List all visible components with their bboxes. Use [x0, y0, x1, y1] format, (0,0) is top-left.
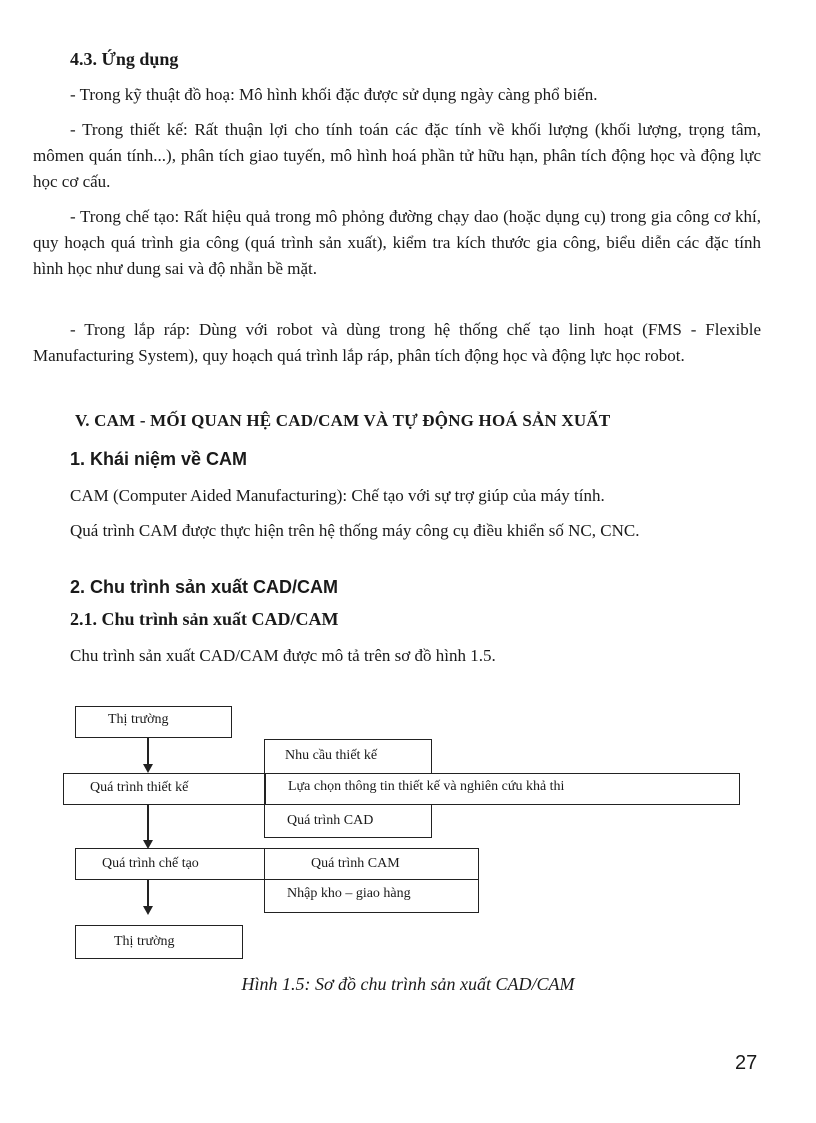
box-warehouse-delivery: Nhập kho – giao hàng — [264, 879, 479, 913]
paragraph-design: - Trong thiết kế: Rất thuận lợi cho tính toán các đặc tính về khối lượng (khối lượng, trọng tâm, mômen quán tính...), phân tích giao tuyến, mô hình hoá phần tử hữu hạn, phân tích động học và động lực học cơ cấu. — [33, 120, 761, 191]
arrow-down-icon — [143, 764, 153, 773]
paragraph-cam-process: Quá trình CAM được thực hiện trên hệ thống máy công cụ điều khiển số NC, CNC. — [70, 521, 640, 540]
paragraph-manufacturing: - Trong chế tạo: Rất hiệu quả trong mô phỏng đường chạy dao (hoặc dụng cụ) trong gia công cơ khí, quy hoạch quá trình gia công (quá trình sản xuất), kiểm tra kích thước gia công, biểu diễn các đặc tính hình học như dung sai và độ nhẵn bề mặt. — [33, 207, 761, 278]
heading-cam-concept: 1. Khái niệm về CAM — [70, 449, 248, 469]
connector-line-1 — [147, 738, 149, 764]
box-selection: Lựa chọn thông tin thiết kế và nghiên cứu khả thi — [266, 775, 736, 803]
subheading-2-1: 2.1. Chu trình sản xuất CAD/CAM — [70, 609, 339, 629]
box-market-bottom: Thị trường — [75, 925, 243, 959]
box-cad-process: Quá trình CAD — [264, 804, 432, 838]
page-number: 27 — [735, 1052, 758, 1074]
paragraph-diagram-intro: Chu trình sản xuất CAD/CAM được mô tả trên sơ đồ hình 1.5. — [70, 646, 496, 665]
box-manufacturing-process: Quá trình chế tạo — [75, 848, 265, 880]
paragraph-cam-definition: CAM (Computer Aided Manufacturing): Chế tạo với sự trợ giúp của máy tính. — [70, 486, 605, 505]
paragraph-graphics: - Trong kỹ thuật đồ hoạ: Mô hình khối đặc được sử dụng ngày càng phổ biến. — [70, 85, 598, 104]
arrow-down-icon — [143, 906, 153, 915]
figure-caption: Hình 1.5: Sơ đồ chu trình sản xuất CAD/CAM — [241, 974, 575, 994]
box-design-need: Nhu cầu thiết kế — [264, 739, 432, 774]
box-market-top: Thị trường — [75, 706, 232, 738]
box-cam-process: Quá trình CAM — [264, 848, 479, 880]
connector-line-3 — [147, 880, 149, 906]
heading-cad-cam-cycle: 2. Chu trình sản xuất CAD/CAM — [70, 577, 339, 597]
heading-section-v: V. CAM - MỐI QUAN HỆ CAD/CAM VÀ TỰ ĐỘNG HOÁ SẢN XUẤT — [75, 411, 611, 430]
heading-4-3: 4.3. Ứng dụng — [70, 49, 179, 69]
design-process-label: Quá trình thiết kế — [90, 780, 189, 795]
connector-line-2 — [147, 805, 149, 840]
paragraph-assembly: - Trong lắp ráp: Dùng với robot và dùng trong hệ thống chế tạo linh hoạt (FMS - Flexible Manufacturing System), quy hoạch quá trình lắp ráp, phân tích động học và động lực học robot. — [33, 320, 761, 365]
